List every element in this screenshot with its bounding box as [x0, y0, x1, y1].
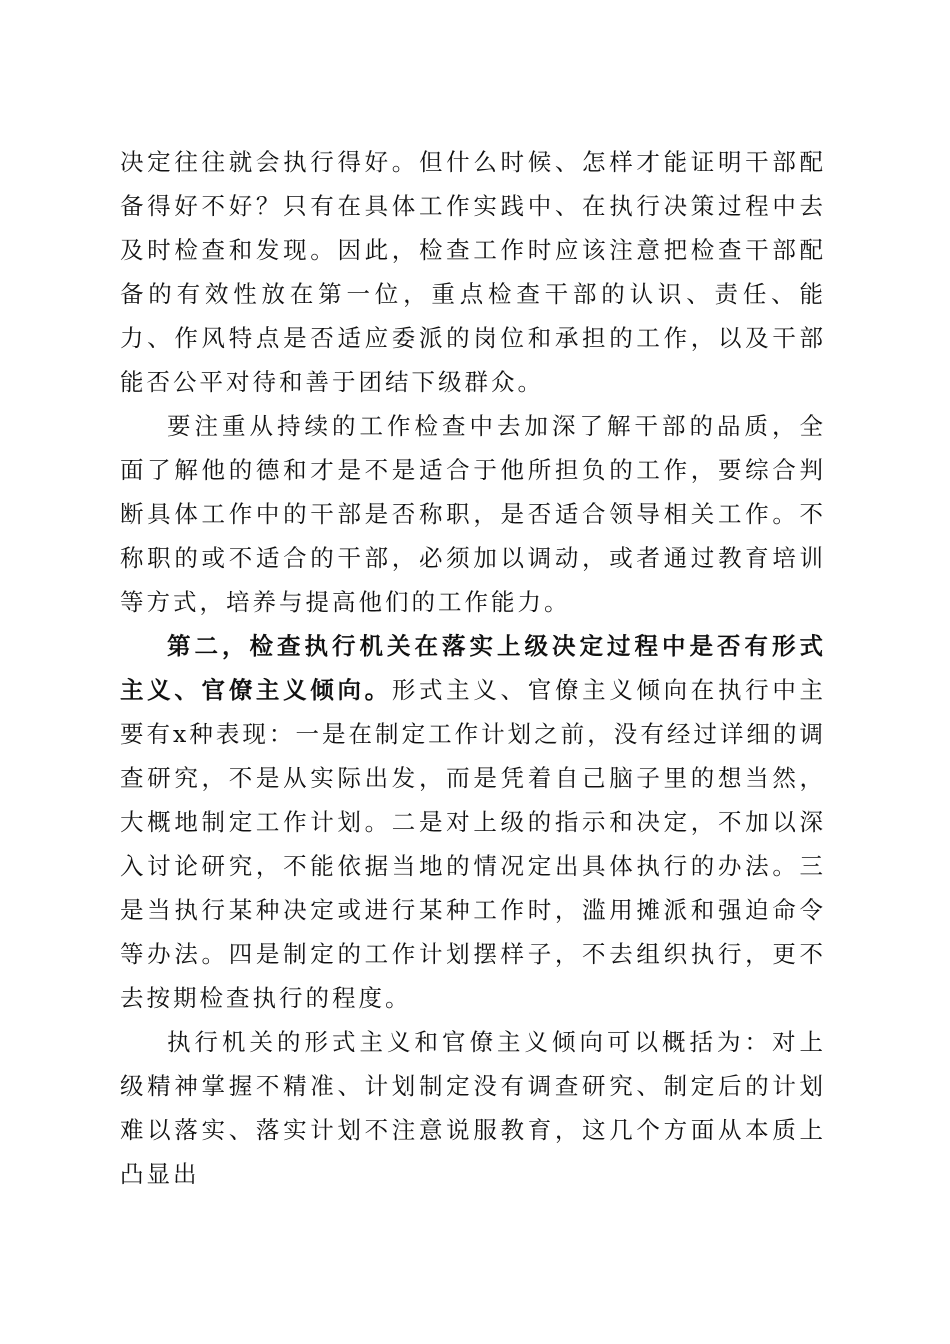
paragraph-3	[120, 624, 826, 1020]
paragraph-4: 执行机关的形式主义和官僚主义倾向可以概括为：对上级精神掌握不精准、计划制定没有调查研究、制定后的计划难以落实、落实计划不注意说服教育，这几个方面从本质上凸显出	[120, 1028, 826, 1188]
paragraph-3-heading: 第二，检查执行机关在落实上级决定过程中是否有形式主义、官僚主义倾向。	[120, 632, 826, 704]
document-body	[120, 140, 826, 1196]
paragraph-1: 决定往往就会执行得好。但什么时候、怎样才能证明干部配备得好不好？只有在具体工作实践中、在执行决策过程中去及时检查和发现。因此，检查工作时应该注意把检查干部配备的有效性放在第一位，重点检查干部的认识、责任、能力、作风特点是否适应委派的岗位和承担的工作，以及干部能否公平对待和善于团结下级群众。	[120, 148, 826, 396]
paragraph-3-text: 形式主义、官僚主义倾向在执行中主要有x种表现：一是在制定工作计划之前，没有经过详细的调查研究，不是从实际出发，而是凭着自己脑子里的想当然，大概地制定工作计划。二是对上级的指示和决定，不加以深入讨论研究，不能依据当地的情况定出具体执行的办法。三是当执行某种决定或进行某种工作时，滥用摊派和强迫命令等办法。四是制定的工作计划摆样子，不去组织执行，更不去按期检查执行的程度。	[120, 676, 827, 1012]
paragraph-2: 要注重从持续的工作检查中去加深了解干部的品质，全面了解他的德和才是不是适合于他所担负的工作，要综合判断具体工作中的干部是否称职，是否适合领导相关工作。不称职的或不适合的干部，必须加以调动，或者通过教育培训等方式，培养与提高他们的工作能力。	[120, 412, 826, 616]
